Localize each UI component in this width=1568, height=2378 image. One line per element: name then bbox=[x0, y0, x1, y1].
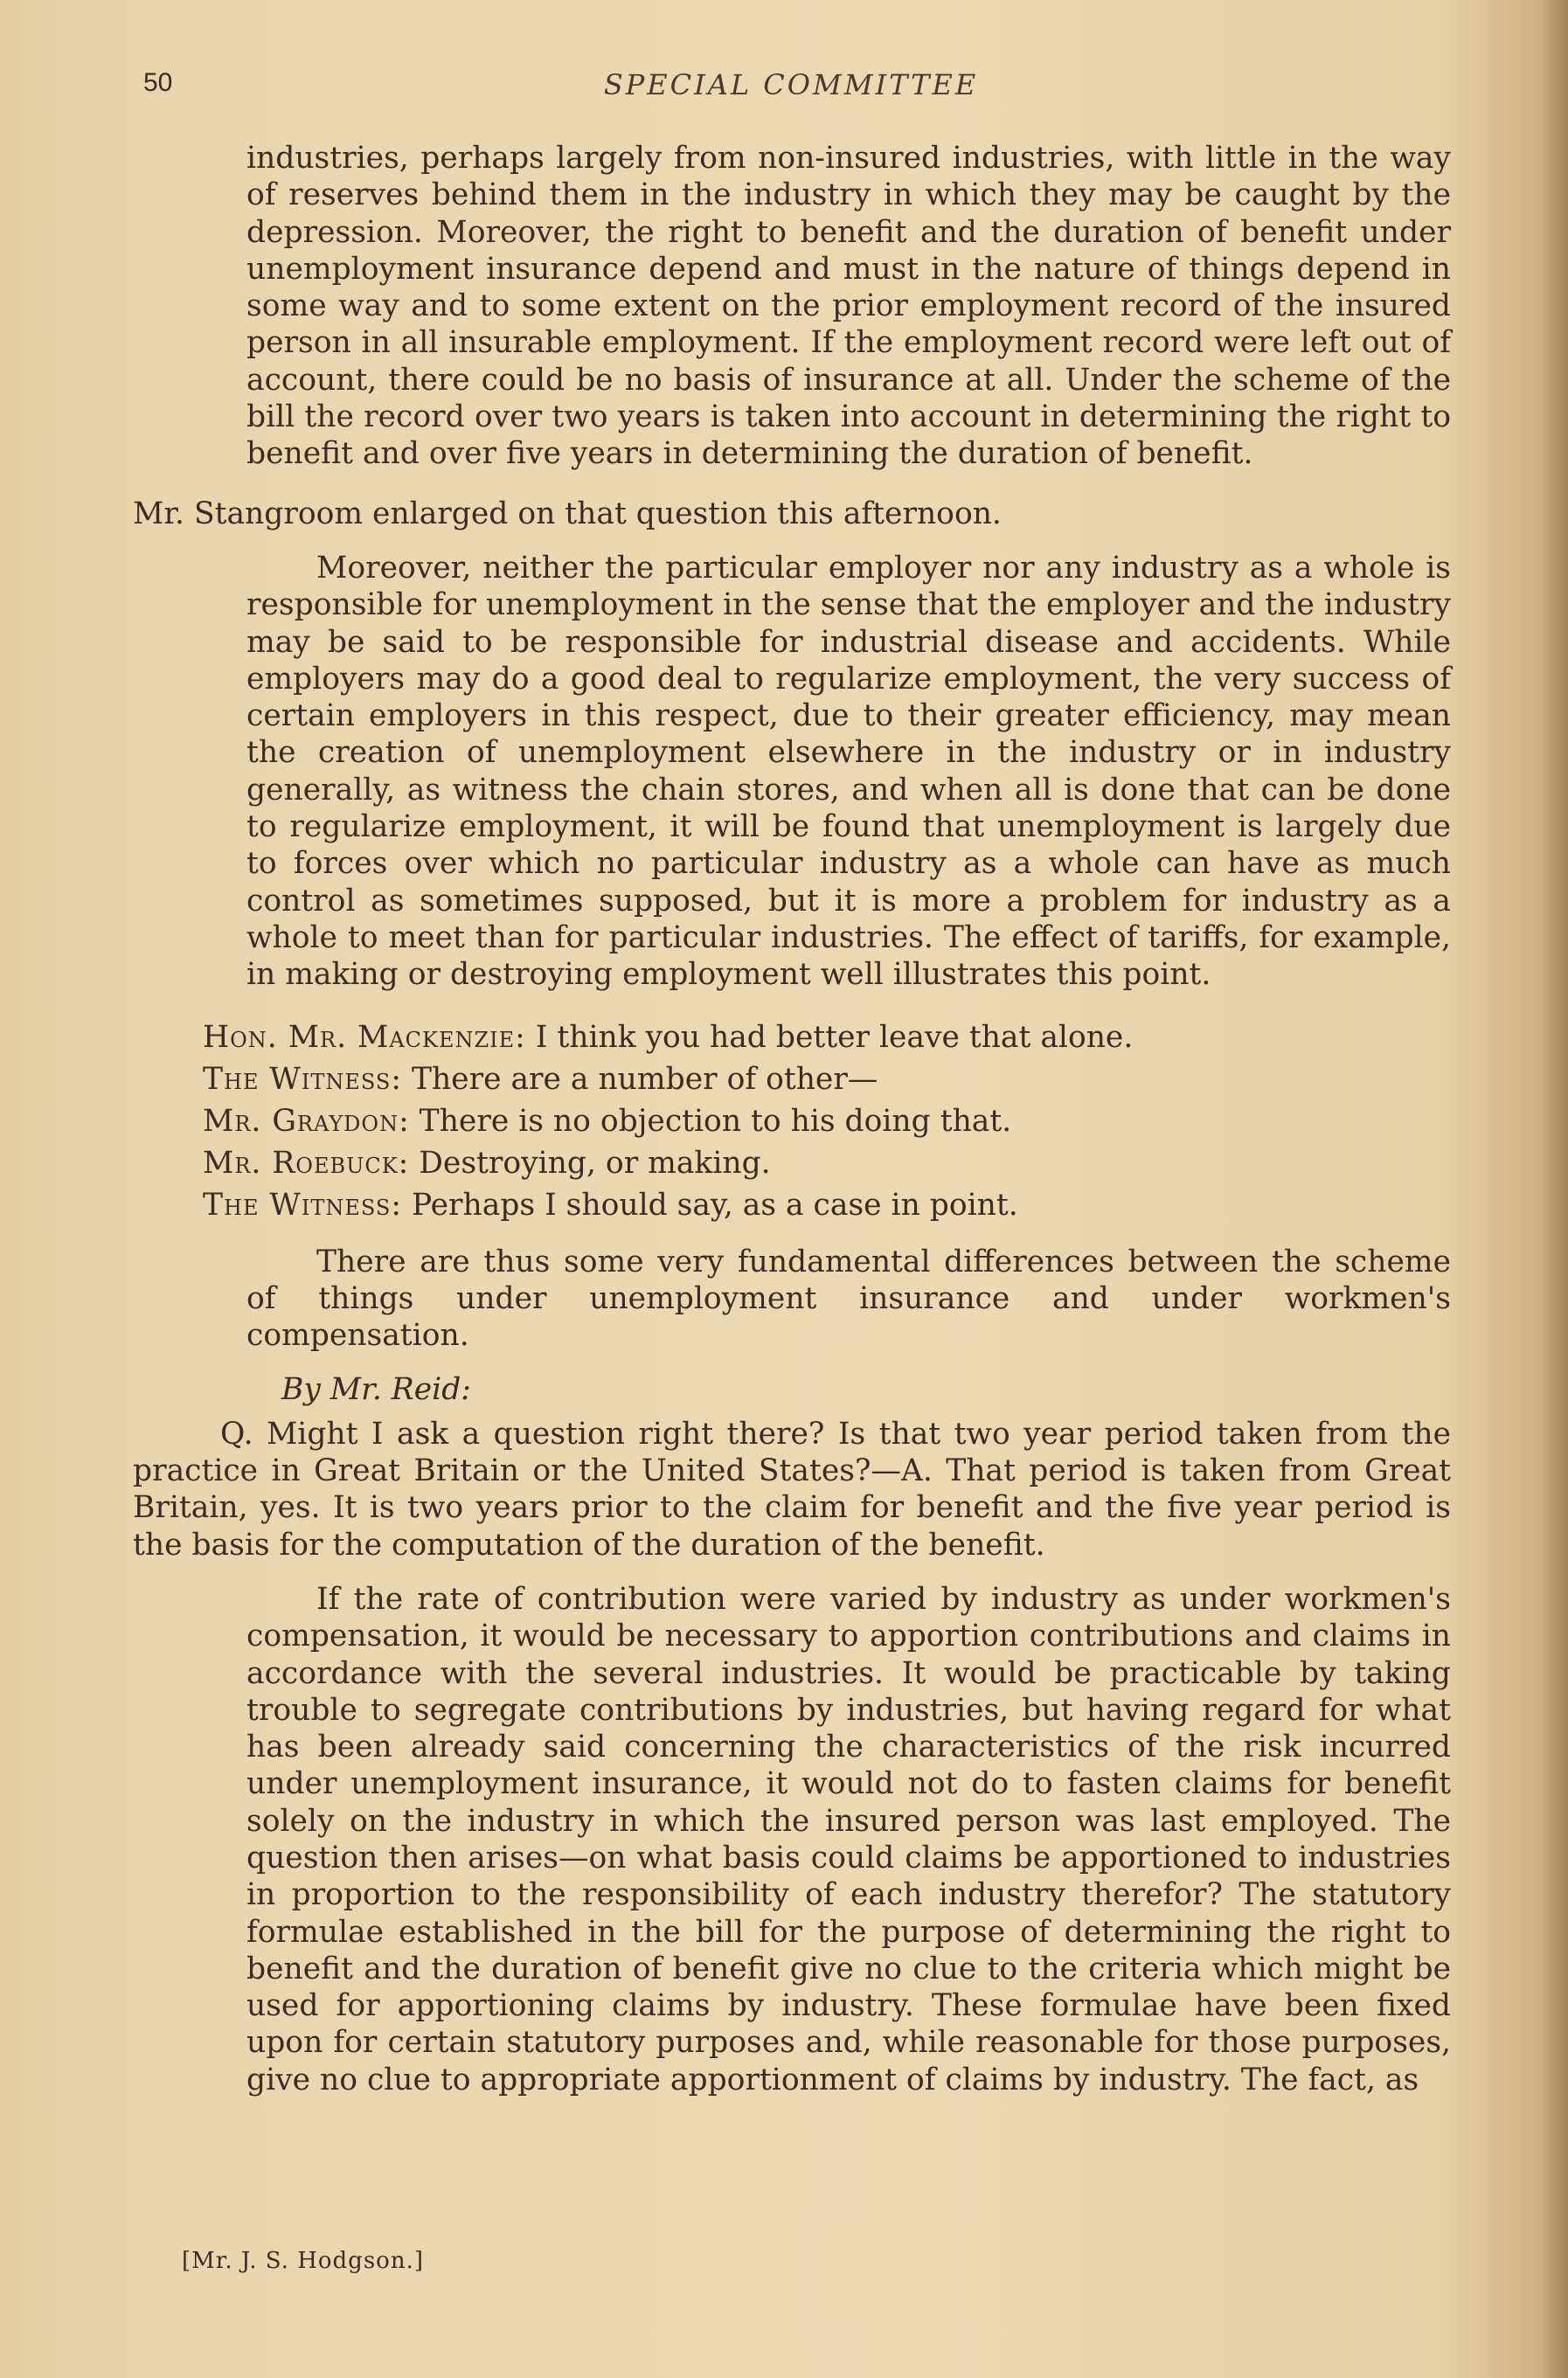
speaker-name: The Witness: bbox=[203, 1187, 402, 1223]
speaker-name: Mr. Graydon: bbox=[203, 1103, 410, 1139]
page-body bbox=[133, 140, 1451, 2098]
speech-text: Destroying, or making. bbox=[409, 1145, 771, 1181]
speech-text: Perhaps I should say, as a case in point. bbox=[401, 1187, 1018, 1223]
remark-stangroom: Mr. Stangroom enlarged on that question this afternoon. bbox=[133, 496, 1002, 531]
question-answer-text: Q. Might I ask a question right there? Is that two year period taken from the practice in Great Britain or the United States?—A. That period is taken from Great Britain, yes. It is two years prior to the claim for benefit and the five year period is the basis for the computation of the duration of the benefit. bbox=[133, 1416, 1451, 1563]
dialogue-line bbox=[203, 1016, 1451, 1058]
speech-text: There are a number of other— bbox=[401, 1061, 878, 1097]
speaker-name: Mr. Roebuck: bbox=[203, 1145, 410, 1181]
dialogue-line bbox=[203, 1058, 1451, 1100]
quoted-paragraph-4-text: If the rate of contribution were varied by industry as under workmen's compensation, it would be necessary to apportion contributions and claims in accordance with the several industries. It would be practicable by taking trouble to segregate contributions by industries, but having regard for what has been already said concerning the characteristics of the risk incurred under unemployment insurance, it would not do to fasten claims for benefit solely on the industry in which the insured person was last employed. The question then arises—on what basis could claims be apportioned to industries in proportion to the responsibility of each industry therefor? The statutory formulae established in the bill for the purpose of determining the right to benefit and the duration of benefit give no clue to the criteria which might be used for apportioning claims by industry. These formulae have been fixed upon for certain statutory purposes and, while reasonable for those purposes, give no clue to appropriate apportionment of claims by industry. The fact, as bbox=[246, 1581, 1451, 2097]
quoted-paragraph-1: industries, perhaps largely from non-insured industries, with little in the way of reserves behind them in the industry in which they may be caught by the depression. Moreover, the right to benefit and the duration of benefit under unemployment insurance depend and must in the nature of things depend in some way and to some extent on the prior employment record of the insured person in all insurable employment. If the employment record were left out of account, there could be no basis of insurance at all. Under the scheme of the bill the record over two years is taken into account in determining the right to benefit and over five years in determining the duration of benefit. bbox=[246, 141, 1451, 472]
dialogue-block bbox=[203, 1016, 1451, 1226]
question-answer bbox=[133, 1416, 1451, 1563]
speech-text: I think you had better leave that alone. bbox=[525, 1019, 1134, 1055]
quoted-paragraph-4 bbox=[246, 1581, 1451, 2098]
speaker-name: The Witness: bbox=[203, 1061, 402, 1097]
quoted-paragraph-3 bbox=[246, 1244, 1451, 1355]
page-edge-shading bbox=[1542, 0, 1568, 2378]
speaker-name: Hon. Mr. Mackenzie: bbox=[203, 1019, 526, 1055]
dialogue-line bbox=[203, 1184, 1451, 1226]
examiner-heading: By Mr. Reid: bbox=[281, 1372, 471, 1408]
quoted-paragraph-2-text: Moreover, neither the particular employer nor any industry as a whole is responsible for unemployment in the sense that the employer and the industry may be said to be responsible for industrial disease and accidents. While employers may do a good deal to regularize employment, the very success of certain employers in this respect, due to their greater efficiency, may mean the creation of unemployment elsewhere in the industry or in industry generally, as witness the chain stores, and when all is done that can be done to regularize employment, it will be found that unemployment is largely due to forces over which no particular industry as a whole can have as much control as sometimes supposed, but it is more a problem for industry as a whole to meet than for particular industries. The effect of tariffs, for example, in making or destroying employment well illustrates this point. bbox=[246, 550, 1451, 993]
running-title: SPECIAL COMMITTEE bbox=[603, 68, 979, 101]
page-number: 50 bbox=[143, 68, 173, 97]
dialogue-line bbox=[203, 1100, 1451, 1142]
speech-text: There is no objection to his doing that. bbox=[409, 1103, 1012, 1139]
dialogue-line bbox=[203, 1142, 1451, 1184]
page-header bbox=[140, 68, 1442, 112]
quoted-paragraph-2 bbox=[246, 550, 1451, 994]
quoted-paragraph-3-text: There are thus some very fundamental differences between the scheme of things under unemployment insurance and under workmen's compensation. bbox=[246, 1244, 1451, 1354]
speaker-attribution: [Mr. J. S. Hodgson.] bbox=[182, 2248, 424, 2274]
